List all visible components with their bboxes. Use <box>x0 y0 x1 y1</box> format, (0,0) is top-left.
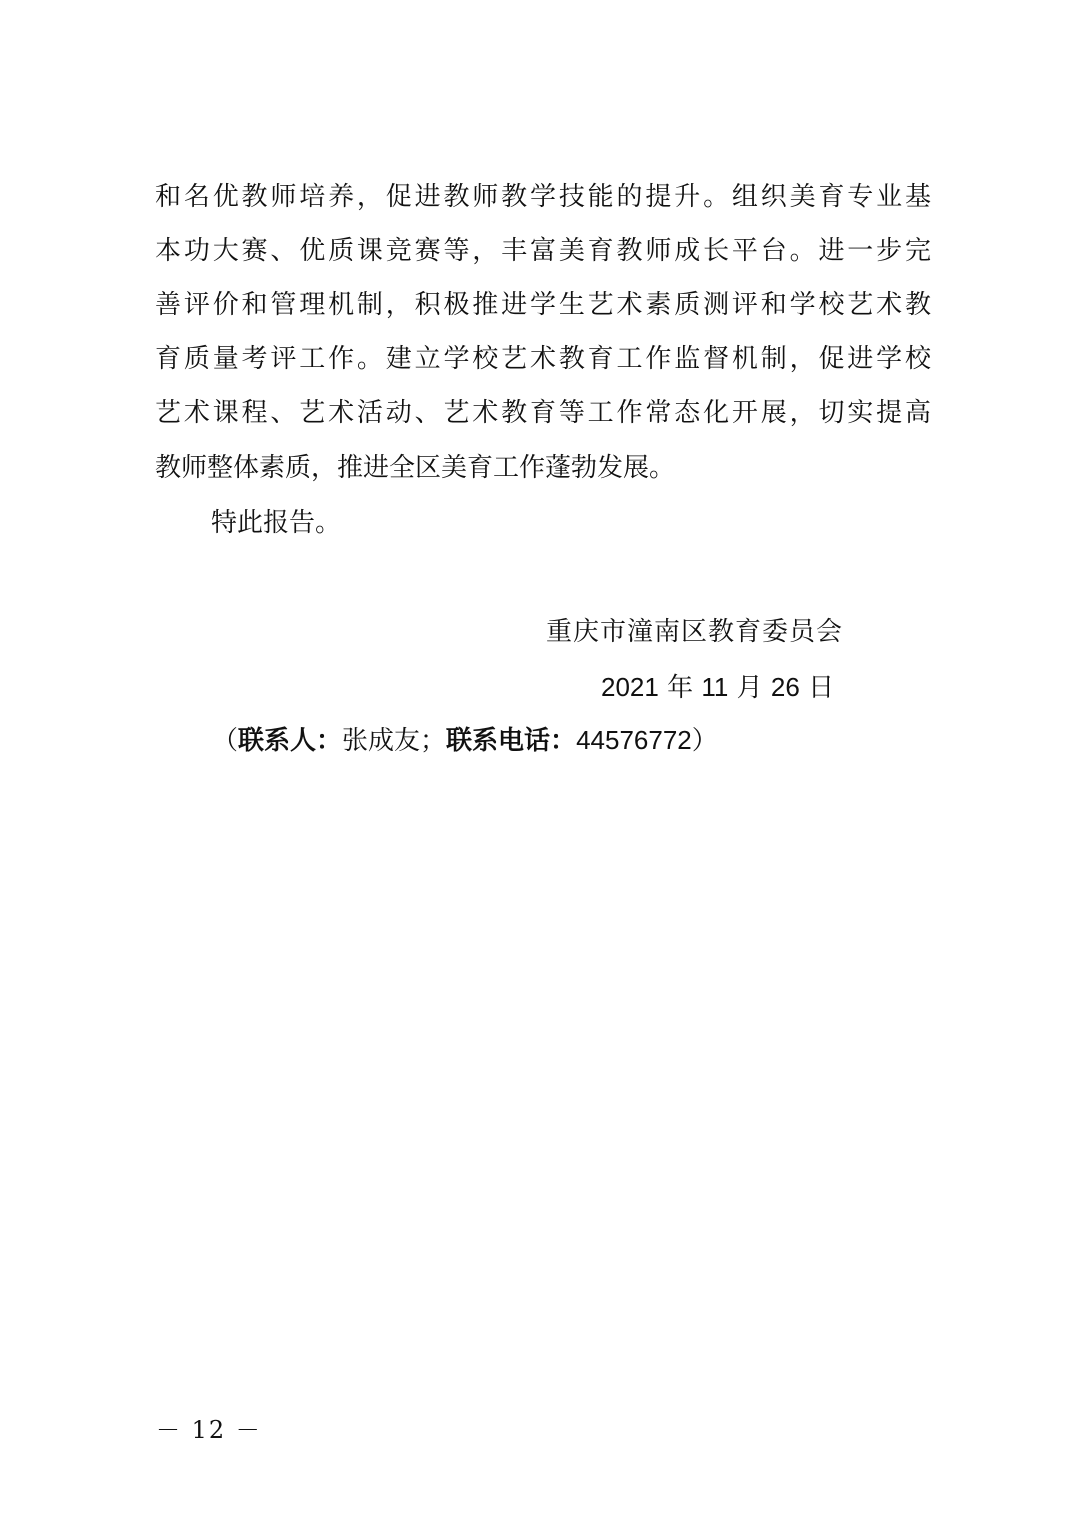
signature-organization: 重庆市潼南区教育委员会 <box>546 617 844 647</box>
date-year-unit: 年 <box>658 673 702 703</box>
date-day: 26 <box>770 672 800 702</box>
date-month: 11 <box>701 672 729 702</box>
signature-date <box>601 660 834 714</box>
contact-open-paren: （ <box>212 726 239 756</box>
body-line: 和名优教师培养，促进教师教学技能的提升。组织美育专业基 <box>155 182 931 212</box>
contact-person-name: 张成友； <box>342 726 447 756</box>
body-line: 善评价和管理机制，积极推进学生艺术素质测评和学校艺术教 <box>155 290 931 320</box>
contact-close-paren: ） <box>691 726 718 756</box>
contact-phone-number: 44576772 <box>576 725 692 755</box>
contact-info <box>212 713 718 767</box>
date-month-unit: 月 <box>728 673 771 703</box>
date-year: 2021 <box>601 672 659 702</box>
contact-person-label: 联系人： <box>238 726 343 756</box>
closing-statement: 特此报告。 <box>211 508 342 538</box>
body-line: 本功大赛、优质课竞赛等，丰富美育教师成长平台。进一步完 <box>155 236 931 266</box>
date-day-unit: 日 <box>799 673 835 703</box>
body-line: 育质量考评工作。建立学校艺术教育工作监督机制，促进学校 <box>155 344 931 374</box>
body-line: 教师整体素质，推进全区美育工作蓬勃发展。 <box>155 453 676 483</box>
contact-phone-label: 联系电话： <box>446 726 577 756</box>
page-number: － 12 － <box>156 1416 262 1444</box>
body-line: 艺术课程、艺术活动、艺术教育等工作常态化开展，切实提高 <box>155 398 931 428</box>
